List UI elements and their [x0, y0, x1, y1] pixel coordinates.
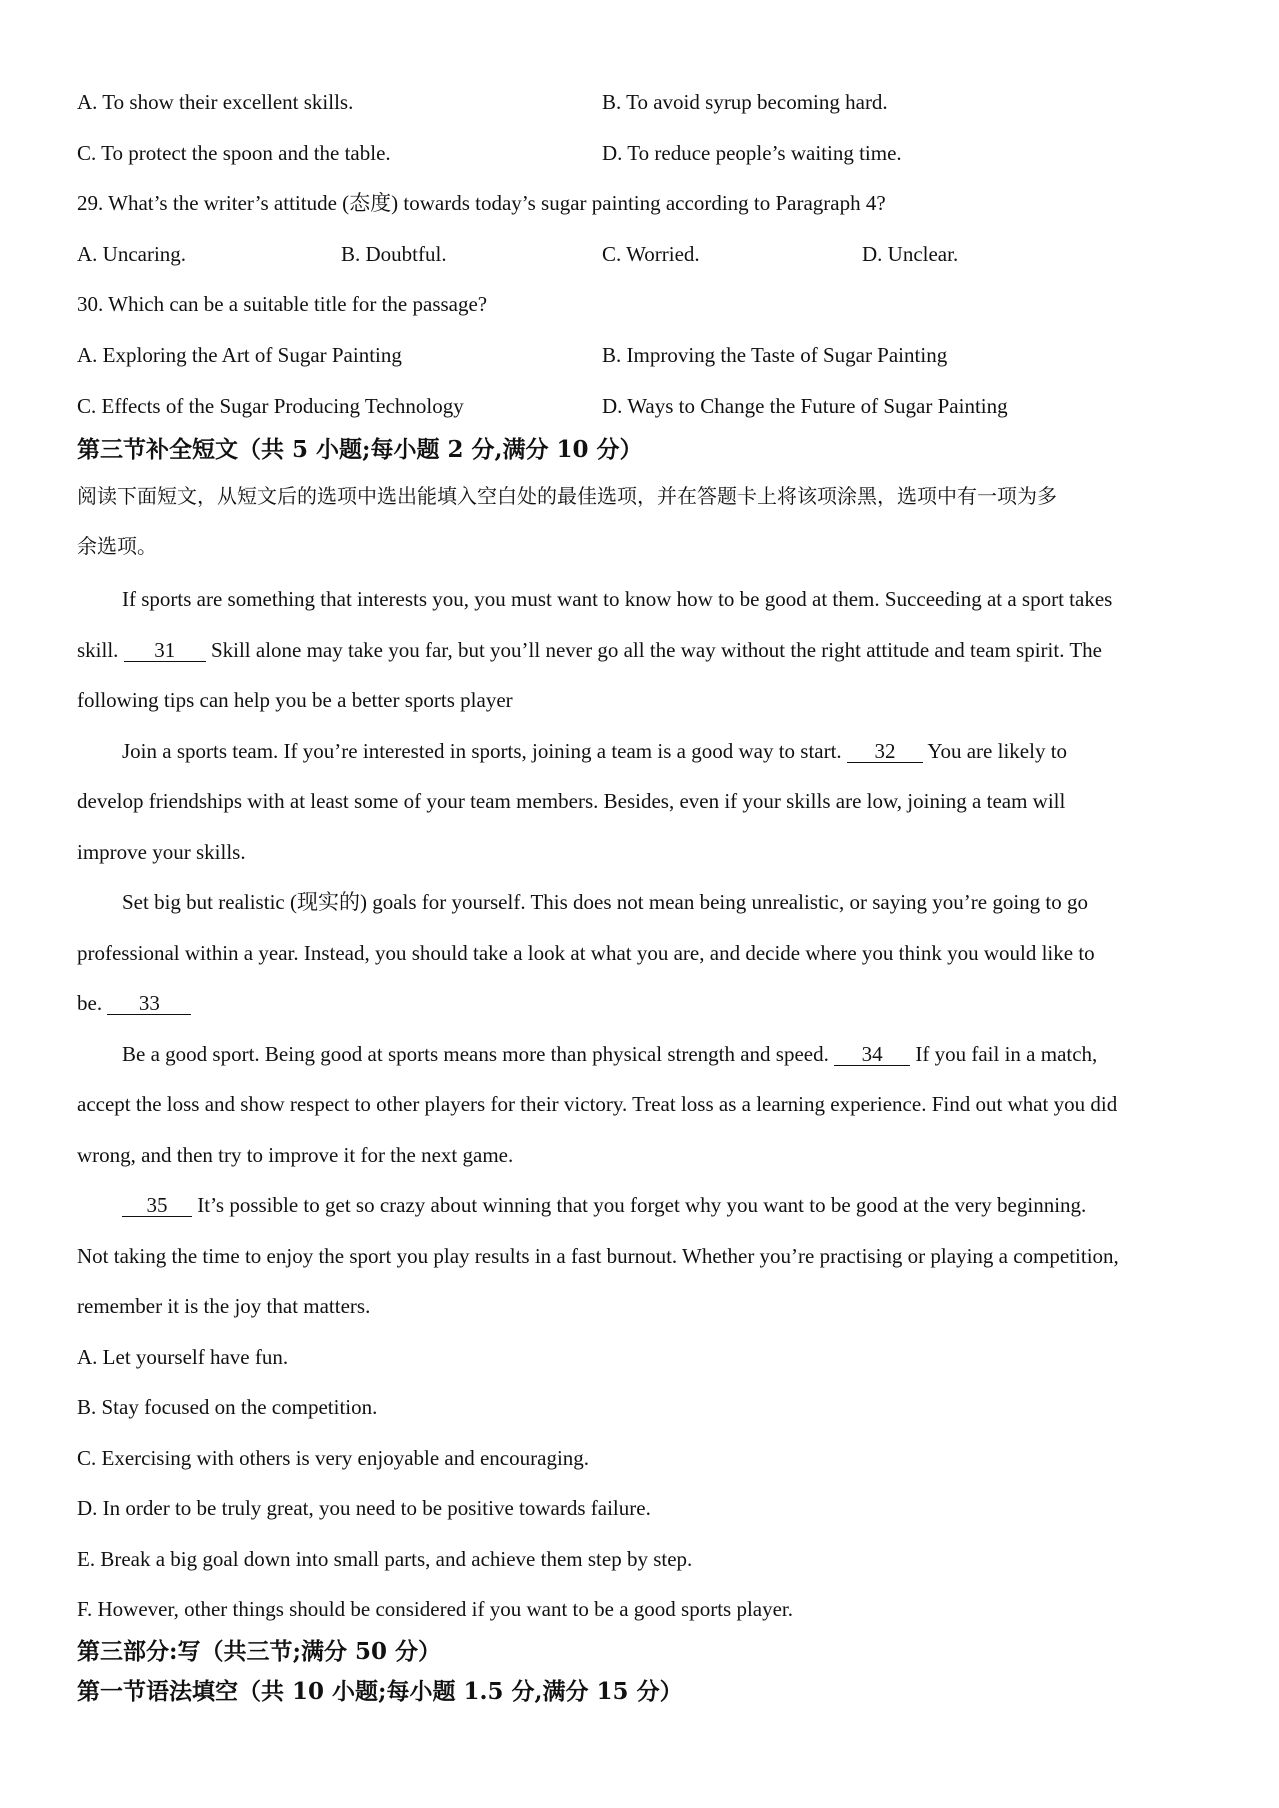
- passage-p1-line2-end: Skill alone may take you far, but you’ll never go all the way without the right attitude and team spirit. The: [210, 638, 1102, 662]
- q29-option-c: C. Worried.: [602, 242, 700, 266]
- passage-p2-line2: develop friendships with at least some of your team members. Besides, even if your skills are low, joining a team will: [77, 789, 1066, 813]
- blank-33: 33: [107, 993, 191, 1015]
- option-b: B. Stay focused on the competition.: [77, 1395, 378, 1419]
- q30-stem: 30. Which can be a suitable title for the passage?: [77, 292, 488, 316]
- q28-option-d: D. To reduce people’s waiting time.: [602, 141, 902, 165]
- q29-option-a: A. Uncaring.: [77, 242, 187, 266]
- section3-heading: 第三节补全短文（共 5 小题;每小题 2 分,满分 10 分）: [77, 436, 643, 463]
- passage-p2-line1-end: You are likely to: [927, 739, 1068, 763]
- q30-option-b: B. Improving the Taste of Sugar Painting: [602, 343, 948, 367]
- passage-p1-line2: [77, 640, 1102, 662]
- passage-p4-line1-end: If you fail in a match,: [915, 1042, 1098, 1066]
- passage-p3-line1: Set big but realistic (现实的) goals for yourself. This does not mean being unrealistic, or saying you’re going to go: [122, 890, 1089, 914]
- q30-option-c: C. Effects of the Sugar Producing Technology: [77, 394, 464, 418]
- passage-p1-line2-start: skill.: [77, 638, 119, 662]
- q29-option-b: B. Doubtful.: [341, 242, 447, 266]
- blank-34: 34: [834, 1044, 910, 1066]
- q29-stem: 29. What’s the writer’s attitude (态度) towards today’s sugar painting according to Paragraph 4?: [77, 191, 886, 215]
- q30-option-d: D. Ways to Change the Future of Sugar Painting: [602, 394, 1008, 418]
- passage-p5-line1: [122, 1195, 1086, 1217]
- passage-p5-line2: Not taking the time to enjoy the sport you play results in a fast burnout. Whether you’re practising or playing a competition,: [77, 1244, 1119, 1268]
- passage-p4-line2: accept the loss and show respect to other players for their victory. Treat loss as a learning experience. Find out what you did: [77, 1092, 1118, 1116]
- q29-option-d: D. Unclear.: [862, 242, 959, 266]
- passage-p2-line1: [122, 741, 1067, 763]
- passage-p4-line1-start: Be a good sport. Being good at sports means more than physical strength and speed.: [122, 1042, 829, 1066]
- passage-p3-line2: professional within a year. Instead, you should take a look at what you are, and decide where you think you would like to: [77, 941, 1095, 965]
- passage-p3-line3: [77, 993, 191, 1015]
- passage-p5-line1-end: It’s possible to get so crazy about winning that you forget why you want to be good at the very beginning.: [197, 1193, 1087, 1217]
- passage-p4-line3: wrong, and then try to improve it for the next game.: [77, 1143, 514, 1167]
- passage-p2-line3: improve your skills.: [77, 840, 246, 864]
- section3-instructions-line2: 余选项。: [77, 534, 157, 558]
- passage-p4-line1: [122, 1044, 1097, 1066]
- blank-35: 35: [122, 1195, 192, 1217]
- q28-option-b: B. To avoid syrup becoming hard.: [602, 90, 888, 114]
- option-e: E. Break a big goal down into small parts, and achieve them step by step.: [77, 1547, 693, 1571]
- passage-p1-line1: If sports are something that interests you, you must want to know how to be good at them. Succeeding at a sport takes: [122, 587, 1113, 611]
- passage-p3-line3-start: be.: [77, 991, 103, 1015]
- option-a: A. Let yourself have fun.: [77, 1345, 289, 1369]
- part3-section1-heading: 第一节语法填空（共 10 小题;每小题 1.5 分,满分 15 分）: [77, 1678, 683, 1705]
- section3-instructions-line1: 阅读下面短文，从短文后的选项中选出能填入空白处的最佳选项，并在答题卡上将该项涂黑，选项中有一项为多: [77, 484, 1057, 508]
- part3-heading: 第三部分:写（共三节;满分 50 分）: [77, 1638, 442, 1665]
- q30-option-a: A. Exploring the Art of Sugar Painting: [77, 343, 402, 367]
- passage-p5-line3: remember it is the joy that matters.: [77, 1294, 371, 1318]
- passage-p1-line3: following tips can help you be a better sports player: [77, 688, 513, 712]
- passage-p2-line1-start: Join a sports team. If you’re interested in sports, joining a team is a good way to start.: [122, 739, 842, 763]
- q28-option-a: A. To show their excellent skills.: [77, 90, 354, 114]
- option-d: D. In order to be truly great, you need to be positive towards failure.: [77, 1496, 651, 1520]
- blank-31: 31: [124, 640, 206, 662]
- q28-option-c: C. To protect the spoon and the table.: [77, 141, 391, 165]
- option-c: C. Exercising with others is very enjoyable and encouraging.: [77, 1446, 590, 1470]
- blank-32: 32: [847, 741, 923, 763]
- option-f: F. However, other things should be considered if you want to be a good sports player.: [77, 1597, 794, 1621]
